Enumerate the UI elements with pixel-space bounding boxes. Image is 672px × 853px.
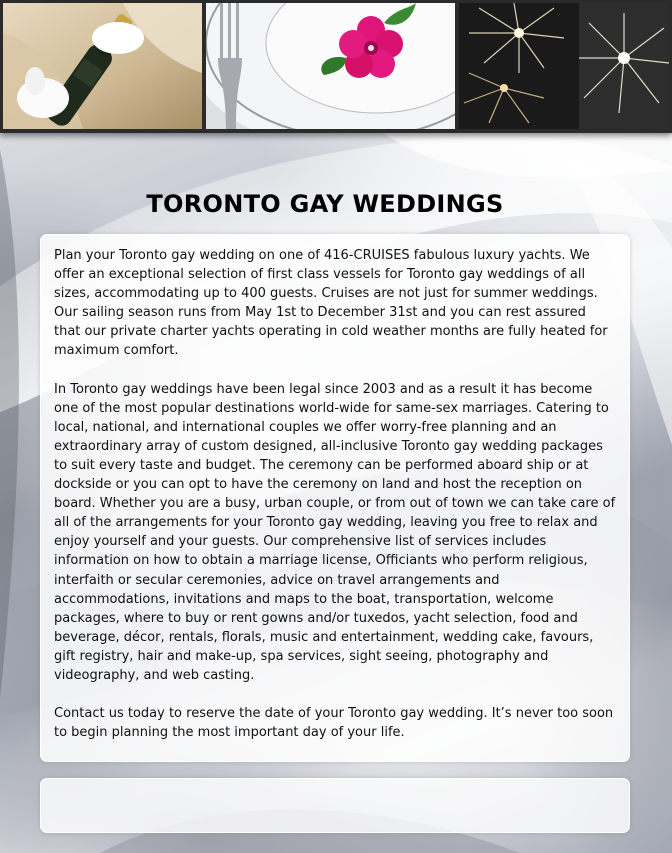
page-title: TORONTO GAY WEDDINGS xyxy=(146,190,504,218)
dinner-plate-flower-photo-icon xyxy=(206,3,455,129)
content-panel xyxy=(40,234,630,762)
contact-paragraph: Contact us today to reserve the date of your Toronto gay wedding. It’s never too soon to begin planning the most important day of your life. xyxy=(54,706,614,741)
header-photo-strip xyxy=(0,0,672,133)
details-paragraph: In Toronto gay weddings have been legal since 2003 and as a result it has become one of the most popular destinations world-wide for same-sex marriages. Catering to local, national, and international couples we offer worry-free planning and an extraordinary array of custom designed, all-inclusive Toronto gay wedding packages to suit every taste and budget. The ceremony can be performed aboard ship or at dockside or you can opt to have the ceremony on land and host the reception on board. Whether you are a busy, urban couple, or from out of town we can take care of all of the arrangements for your Toronto gay wedding, leaving you free to relax and enjoy yourself and your guests. Our comprehensive list of services includes information on how to obtain a marriage license, Officiants who perform religious, interfaith or secular ceremonies, advice on travel arrangements and accommodations, invitations and maps to the boat, transportation, welcome packages, where to buy or rent gowns and/or tuxedos, yacht selection, food and beverage, décor, rentals, florals, music and entertainment, wedding cake, favours, gift registry, hair and make-up, spa services, sight seeing, photography and videography, and web casting. xyxy=(54,381,616,683)
champagne-photo-icon xyxy=(3,3,202,129)
intro-paragraph: Plan your Toronto gay wedding on one of 416-CRUISES fabulous luxury yachts. We offer an exceptional selection of first class vessels for Toronto gay weddings of all sizes, accommodating up to 400 guests. Cruises are not just for summer weddings. Our sailing season runs from May 1st to December 31st and you can rest assured that our private charter yachts operating in cold weather months are fully heated for maximum comfort. xyxy=(54,248,608,359)
fireworks-photo-icon xyxy=(459,3,669,129)
footer-panel xyxy=(40,778,630,833)
